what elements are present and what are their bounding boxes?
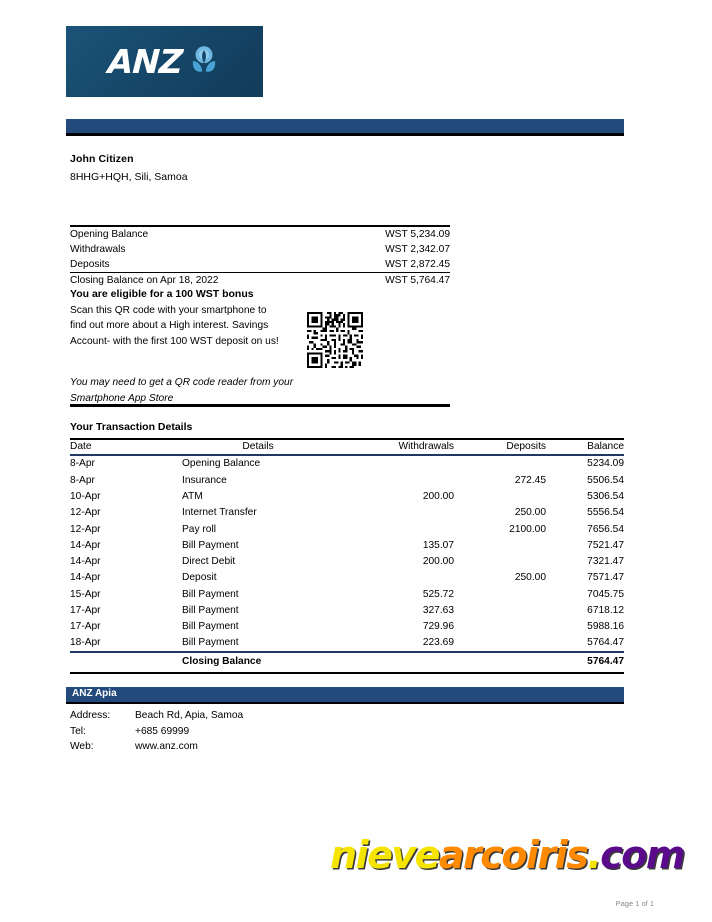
branch-field-label: Address: [70,710,111,721]
cell-balance: 7321.47 [587,556,624,568]
cell-balance: 7045.75 [587,588,624,600]
cell-date: 8-Apr [70,458,95,470]
cell-deposits [454,489,546,505]
promo-heading: You are eligible for a 100 WST bonus [70,288,254,300]
cell-date: 14-Apr [70,572,101,584]
closing-balance-value: 5764.47 [546,652,624,673]
transactions-title: Your Transaction Details [70,421,193,433]
cell-date: 14-Apr [70,556,101,568]
summary-row [70,225,450,242]
cell-withdrawals: 525.72 [422,588,454,600]
cell-details: Bill Payment [182,539,239,551]
promo-body: Scan this QR code with your smartphone to find out more about a High interest. Savings Account- with the first 100 WST deposit on us! [70,305,279,347]
branch-rule [66,702,624,704]
summary-closing-label: Closing Balance on Apr 18, 2022 [70,275,219,286]
cell-details: Opening Balance [182,458,261,470]
table-row [70,489,624,505]
cell-date: 12-Apr [70,523,101,535]
branch-field-value: +685 69999 [135,725,190,737]
cell-date: 17-Apr [70,604,101,616]
cell-balance: 5506.54 [587,474,624,486]
summary-row [70,257,450,272]
summary-closing-row [70,272,450,288]
cell-date: 12-Apr [70,507,101,519]
customer-name: John Citizen [70,153,134,165]
cell-date: 8-Apr [70,474,95,486]
cell-withdrawals: 135.07 [422,539,454,551]
qr-code [302,312,368,368]
branch-field-value: Beach Rd, Apia, Samoa [135,710,244,721]
cell-deposits [454,635,546,652]
table-row [70,472,624,488]
table-row [70,455,624,472]
table-row [70,554,624,570]
promo-note: You may need to get a QR code reader from your Smartphone App Store [70,377,294,404]
watermark-part-4: com [600,833,685,877]
cell-details: Direct Debit [182,556,236,568]
cell-balance: 6718.12 [587,604,624,616]
cell-withdrawals [334,570,454,586]
table-row [70,586,624,602]
cell-withdrawals [334,505,454,521]
branch-contact-list [70,708,243,755]
table-row [70,603,624,619]
cell-withdrawals [334,472,454,488]
cell-withdrawals: 729.96 [422,621,454,633]
branch-title: ANZ Apia [72,688,117,699]
cell-deposits [454,455,546,472]
cell-date: 18-Apr [70,637,101,649]
table-row [70,521,624,537]
watermark-part-2: arcoiris [438,833,588,877]
cell-date: 15-Apr [70,588,101,600]
page-number: Page 1 of 1 [615,899,654,908]
cell-withdrawals: 327.63 [422,604,454,616]
watermark [330,833,685,877]
cell-deposits: 250.00 [514,507,546,519]
cell-balance: 5306.54 [587,490,624,502]
watermark-part-1: nieve [330,833,439,877]
column-header-date: Date [70,439,182,455]
cell-balance: 7656.54 [587,523,624,535]
summary-closing-value: WST 5,764.47 [385,275,450,286]
summary-label: Opening Balance [70,229,149,240]
cell-deposits [454,586,546,602]
table-row [70,570,624,586]
summary-value: WST 2,342.07 [385,244,450,255]
column-header-balance: Balance [546,439,624,455]
cell-details: Bill Payment [182,637,239,649]
branch-website-link[interactable]: www.anz.com [135,741,198,752]
header-accent-bar [66,119,624,133]
cell-details: Bill Payment [182,621,239,633]
cell-deposits [454,554,546,570]
cell-deposits [454,603,546,619]
column-header-withdrawals: Withdrawals [334,439,454,455]
table-row [70,537,624,553]
cell-details: Internet Transfer [182,507,257,519]
table-row [70,635,624,652]
balance-summary [70,225,450,288]
closing-balance-label: Closing Balance [182,652,334,673]
cell-deposits: 250.00 [514,572,546,584]
cell-details: Insurance [182,474,227,486]
cell-details: Bill Payment [182,588,239,600]
cell-deposits: 272.45 [514,474,546,486]
cell-balance: 5764.47 [587,637,624,649]
cell-date: 10-Apr [70,490,101,502]
closing-balance-row [70,652,624,673]
branch-field-label: Web: [70,741,94,752]
cell-balance: 7571.47 [587,572,624,584]
cell-withdrawals: 223.69 [422,637,454,649]
cell-deposits [454,619,546,635]
summary-label: Withdrawals [70,244,126,255]
customer-address: 8HHG+HQH, Sili, Samoa [70,171,188,183]
cell-deposits [454,537,546,553]
summary-label: Deposits [70,259,110,270]
column-header-details: Details [182,439,334,455]
summary-row [70,242,450,257]
transactions-table [70,438,624,674]
cell-withdrawals: 200.00 [422,556,454,568]
branch-field-tel [70,724,243,740]
cell-details: ATM [182,490,203,502]
promo-bottom-rule [70,404,450,407]
branch-field-address [70,708,243,724]
anz-wordmark: ANZ [107,42,184,81]
table-row [70,505,624,521]
cell-withdrawals: 200.00 [422,490,454,502]
cell-date: 17-Apr [70,621,101,633]
branch-field-label: Tel: [70,725,86,737]
table-header-row [70,439,624,455]
header-rule [66,133,624,136]
branch-field-web[interactable] [70,739,243,755]
anz-logo [66,26,263,97]
branch-header-bar [66,687,624,702]
cell-balance: 7521.47 [587,539,624,551]
cell-date: 14-Apr [70,539,101,551]
cell-withdrawals [334,521,454,537]
table-row [70,619,624,635]
cell-balance: 5556.54 [587,507,624,519]
cell-details: Deposit [182,572,217,584]
cell-balance: 5234.09 [587,458,624,470]
watermark-part-3: . [587,833,601,877]
cell-deposits: 2100.00 [509,523,546,535]
summary-value: WST 5,234.09 [385,229,450,240]
cell-details: Bill Payment [182,604,239,616]
cell-details: Pay roll [182,523,216,535]
cell-balance: 5988.16 [587,621,624,633]
summary-value: WST 2,872.45 [385,259,450,270]
column-header-deposits: Deposits [454,439,546,455]
cell-withdrawals [334,455,454,472]
anz-lotus-icon [187,45,221,79]
